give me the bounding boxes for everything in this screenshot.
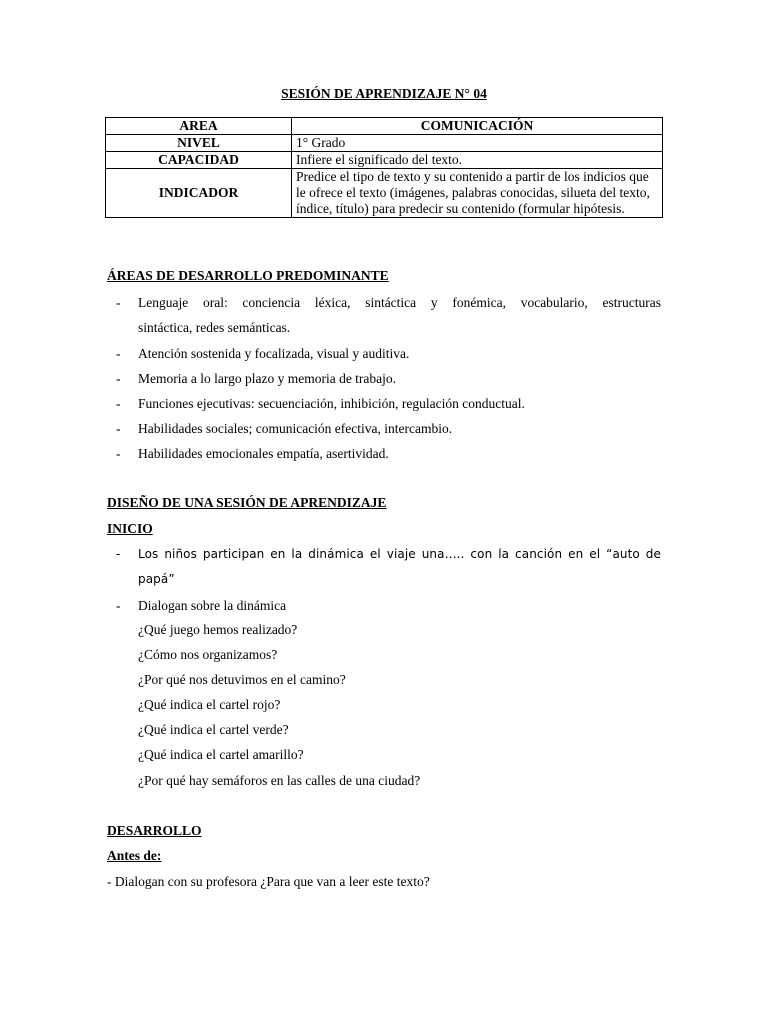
list-item-text: Dialogan sobre la dinámica bbox=[138, 598, 287, 613]
table-row bbox=[106, 169, 663, 218]
list-item bbox=[116, 366, 661, 391]
list-item-text: Atención sostenida y focalizada, visual y auditiva. bbox=[138, 346, 410, 361]
table-value-nivel: 1° Grado bbox=[292, 135, 663, 152]
list-item-continuation bbox=[116, 567, 661, 592]
list-dash: - bbox=[116, 598, 121, 613]
question-line: ¿Qué indica el cartel rojo? bbox=[138, 697, 281, 712]
list-item bbox=[116, 441, 661, 466]
list-dash: - bbox=[116, 396, 121, 411]
list-dash: - bbox=[116, 295, 121, 310]
list-item-continuation bbox=[116, 315, 661, 340]
session-info-table bbox=[105, 117, 663, 218]
table-label-nivel: NIVEL bbox=[106, 135, 292, 152]
table-value-capacidad: Infiere el significado del texto. bbox=[292, 152, 663, 169]
table-label-capacidad: CAPACIDAD bbox=[106, 152, 292, 169]
list-item bbox=[116, 593, 661, 618]
list-item-text: papá” bbox=[138, 572, 175, 586]
desarrollo-heading: DESARROLLO bbox=[107, 823, 202, 838]
list-item-text: Habilidades emocionales empatía, asertividad. bbox=[138, 446, 389, 461]
table-label-area: AREA bbox=[106, 118, 292, 135]
question-line: ¿Cómo nos organizamos? bbox=[138, 647, 278, 662]
list-dash: - bbox=[116, 446, 121, 461]
question-line: ¿Qué indica el cartel verde? bbox=[138, 722, 289, 737]
list-item-text: Funciones ejecutivas: secuenciación, inhibición, regulación conductual. bbox=[138, 396, 525, 411]
antes-heading: Antes de: bbox=[107, 848, 162, 863]
question-line: ¿Qué juego hemos realizado? bbox=[138, 622, 298, 637]
list-dash: - bbox=[116, 346, 121, 361]
list-item bbox=[116, 341, 661, 366]
list-item bbox=[116, 290, 661, 315]
list-item-text: Lenguaje oral: conciencia léxica, sintáctica y fonémica, vocabulario, estructuras bbox=[138, 295, 661, 310]
table-label-indicador: INDICADOR bbox=[106, 169, 292, 218]
list-item bbox=[116, 391, 661, 416]
list-item-text: Los niños participan en la dinámica el viaje una….. con la canción en el “auto de bbox=[138, 547, 661, 561]
list-dash: - bbox=[116, 421, 121, 436]
list-dash: - bbox=[116, 371, 121, 386]
list-dash: - bbox=[116, 547, 121, 561]
table-row bbox=[106, 135, 663, 152]
table-row bbox=[106, 118, 663, 135]
design-heading: DISEÑO DE UNA SESIÓN DE APRENDIZAJE bbox=[107, 495, 387, 510]
list-item-text: Habilidades sociales; comunicación efectiva, intercambio. bbox=[138, 421, 453, 436]
list-item bbox=[116, 542, 661, 567]
list-item-text: Memoria a lo largo plazo y memoria de trabajo. bbox=[138, 371, 397, 386]
question-line: ¿Qué indica el cartel amarillo? bbox=[138, 747, 304, 762]
page-title: SESIÓN DE APRENDIZAJE N° 04 bbox=[281, 86, 487, 101]
question-line: ¿Por qué hay semáforos en las calles de una ciudad? bbox=[138, 773, 421, 788]
list-item bbox=[116, 416, 661, 441]
table-row bbox=[106, 152, 663, 169]
table-value-area: COMUNICACIÓN bbox=[292, 118, 663, 135]
table-value-indicador: Predice el tipo de texto y su contenido a partir de los indicios que le ofrece el texto (imágenes, palabras conocidas, silueta del texto, índice, título) para predecir su contenido (formular hipótesis. bbox=[292, 169, 663, 218]
inicio-heading: INICIO bbox=[107, 521, 153, 536]
desarrollo-line: - Dialogan con su profesora ¿Para que van a leer este texto? bbox=[107, 874, 430, 889]
areas-heading: ÁREAS DE DESARROLLO PREDOMINANTE bbox=[107, 268, 389, 283]
list-item-text: sintáctica, redes semánticas. bbox=[138, 320, 291, 335]
question-line: ¿Por qué nos detuvimos en el camino? bbox=[138, 672, 346, 687]
